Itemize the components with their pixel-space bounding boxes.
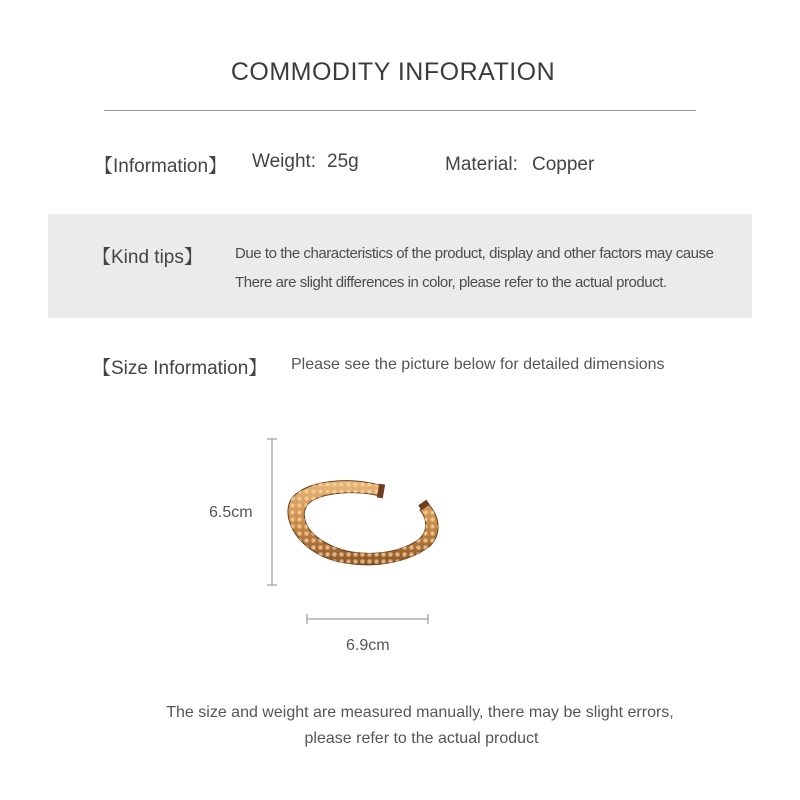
kind-tips-line-2: There are slight differences in color, please refer to the actual product. xyxy=(235,274,667,291)
footer-note-line-2: please refer to the actual product xyxy=(304,730,539,747)
information-label: 【Information】 xyxy=(94,156,228,177)
height-label: 6.5cm xyxy=(209,504,253,521)
weight-value: 25g xyxy=(327,151,359,172)
weight-key: Weight: xyxy=(252,151,317,172)
kind-tips-line-1: Due to the characteristics of the product, display and other factors may cause xyxy=(235,245,714,262)
width-label: 6.9cm xyxy=(346,637,390,654)
material-value: Copper xyxy=(532,154,595,175)
width-dimension-line xyxy=(305,612,431,626)
material-key: Material: xyxy=(445,154,518,175)
title-divider xyxy=(104,110,696,111)
gold-cuff-bracelet-icon xyxy=(282,474,442,574)
kind-tips-label: 【Kind tips】 xyxy=(92,247,203,268)
height-dimension-line xyxy=(264,436,280,588)
size-information-description: Please see the picture below for detailed dimensions xyxy=(291,356,665,373)
page-title: COMMODITY INFORATION xyxy=(230,58,556,86)
footer-note-line-1: The size and weight are measured manually, there may be slight errors, xyxy=(166,704,674,721)
size-information-label: 【Size Information】 xyxy=(92,358,268,379)
